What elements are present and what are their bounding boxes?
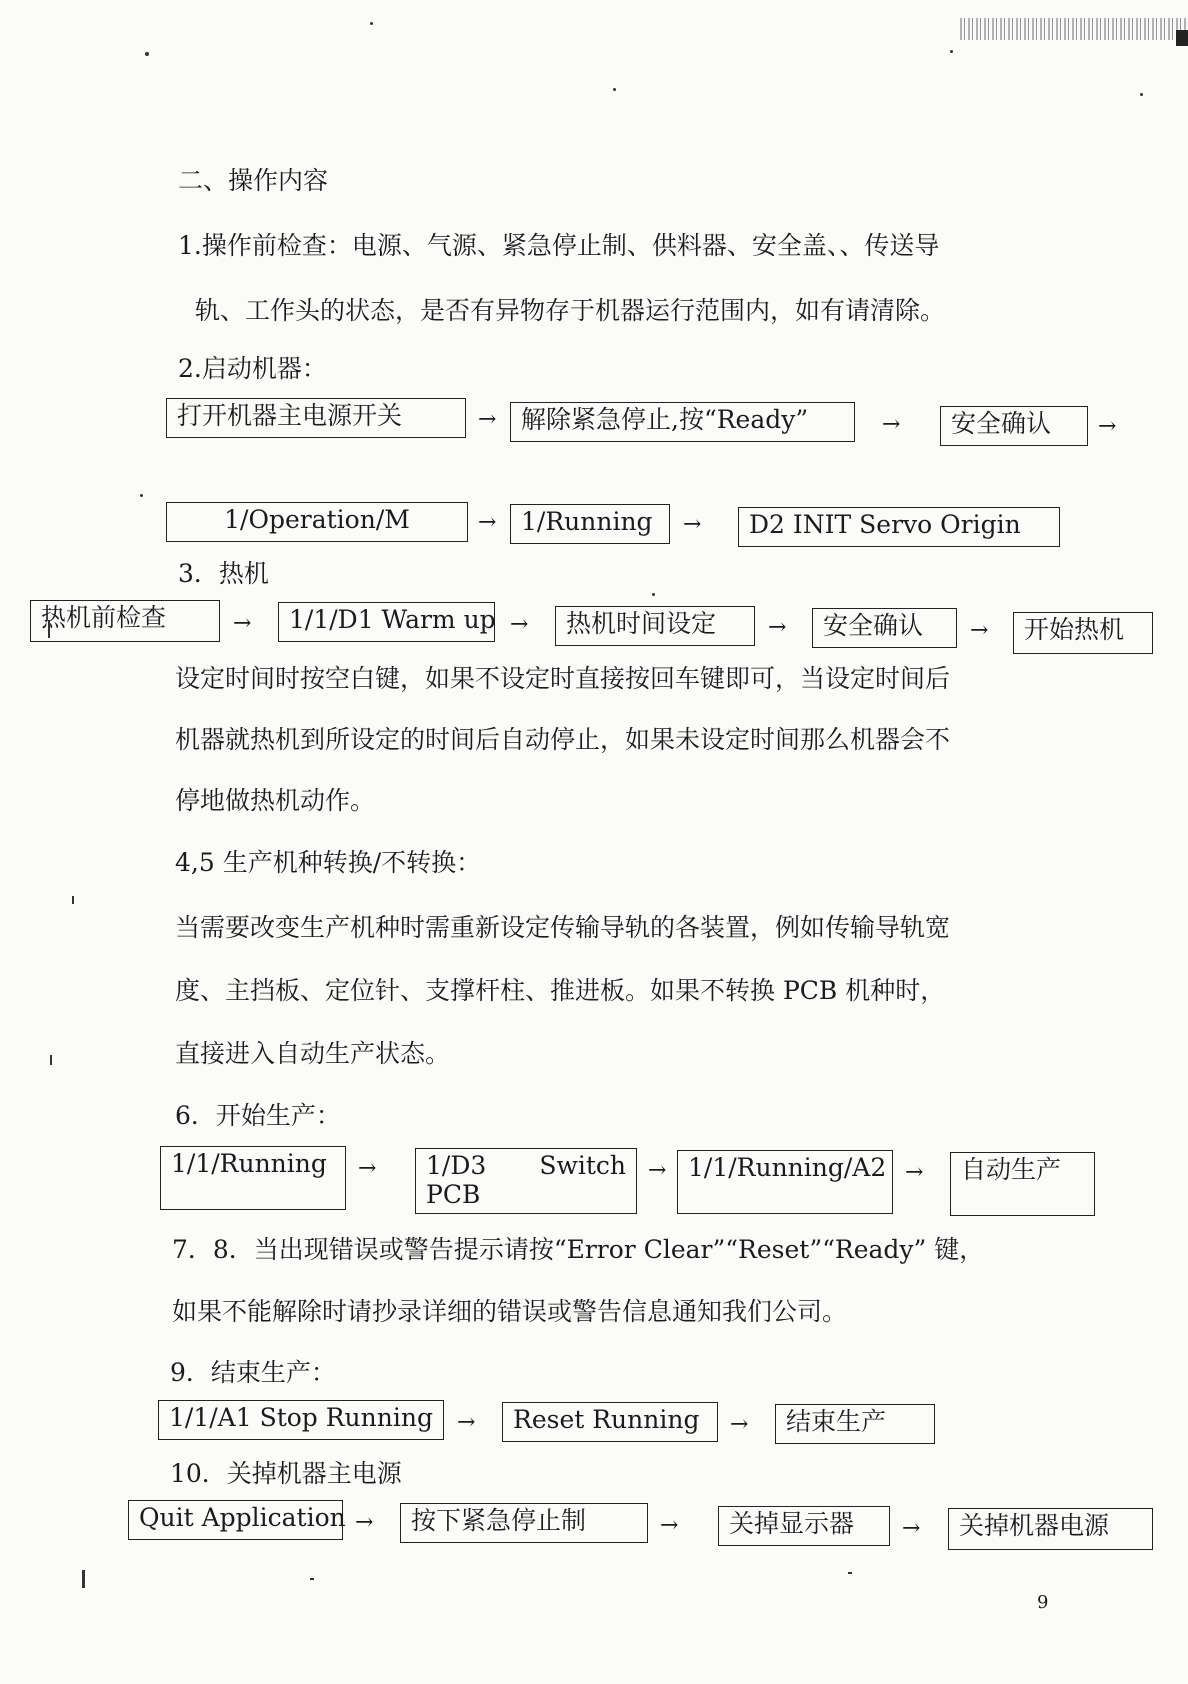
step78-line2: 如果不能解除时请抄录详细的错误或警告信息通知我们公司。 bbox=[172, 1297, 848, 1326]
flow-arrow: → bbox=[660, 1513, 679, 1538]
step1-line2: 轨、工作头的状态，是否有异物存于机器运行范围内，如有请清除。 bbox=[195, 296, 946, 325]
step3-text-line: 设定时间时按空白键，如果不设定时直接按回车键即可，当设定时间后 bbox=[175, 664, 951, 693]
flow-box: 自动生产 bbox=[950, 1152, 1095, 1216]
scan-speck bbox=[72, 896, 74, 904]
scan-speck bbox=[848, 1572, 852, 1574]
flow-box: 1/Running bbox=[510, 504, 670, 544]
box-text: 1/D3 bbox=[426, 1151, 487, 1180]
scan-speck bbox=[50, 1055, 52, 1065]
flow-arrow: → bbox=[683, 512, 702, 537]
flow-box: 关掉机器电源 bbox=[948, 1508, 1153, 1550]
flow-box bbox=[415, 1148, 637, 1214]
scan-speck bbox=[140, 494, 143, 497]
section-title: 二、操作内容 bbox=[178, 166, 329, 195]
step2-heading: 2.启动机器： bbox=[178, 354, 327, 383]
step6-heading: 6．开始生产： bbox=[175, 1101, 341, 1130]
flow-box: 热机时间设定 bbox=[555, 606, 755, 646]
scan-speck bbox=[652, 593, 655, 596]
flow-box: 安全确认 bbox=[940, 406, 1088, 446]
flow-box: 1/Operation/M bbox=[166, 502, 468, 542]
scan-speck bbox=[310, 1578, 314, 1580]
page-number: 9 bbox=[1037, 1592, 1049, 1613]
flow-box: 热机前检查 bbox=[30, 600, 220, 642]
box-text: Switch bbox=[539, 1151, 626, 1180]
scan-artifact bbox=[960, 18, 1188, 40]
flow-arrow: → bbox=[233, 611, 252, 636]
step45-text-line: 当需要改变生产机种时需重新设定传输导轨的各装置，例如传输导轨宽 bbox=[175, 913, 951, 942]
box-text: PCB bbox=[426, 1179, 481, 1209]
flow-arrow: → bbox=[768, 615, 787, 640]
step3-text-line: 停地做热机动作。 bbox=[175, 786, 376, 815]
step45-text-line: 直接进入自动生产状态。 bbox=[175, 1039, 451, 1068]
flow-arrow: → bbox=[882, 412, 901, 437]
scan-artifact bbox=[1176, 30, 1188, 46]
cropped-box-clip bbox=[0, 600, 220, 642]
flow-box: 安全确认 bbox=[812, 608, 957, 648]
flow-box: 打开机器主电源开关 bbox=[166, 398, 466, 438]
scan-speck bbox=[950, 50, 953, 53]
step3-text-line: 机器就热机到所设定的时间后自动停止，如果未设定时间那么机器会不 bbox=[175, 725, 951, 754]
scan-speck bbox=[145, 52, 149, 56]
step45-heading: 4,5 生产机种转换/不转换： bbox=[175, 848, 482, 877]
step3-heading: 3．热机 bbox=[178, 559, 269, 588]
flow-box: 关掉显示器 bbox=[718, 1506, 890, 1546]
step9-heading: 9．结束生产： bbox=[170, 1358, 336, 1387]
flow-box: 1/1/Running bbox=[160, 1146, 346, 1210]
flow-arrow: → bbox=[970, 618, 989, 643]
flow-arrow: → bbox=[457, 1410, 476, 1435]
flow-arrow: → bbox=[358, 1156, 377, 1181]
flow-arrow: → bbox=[902, 1516, 921, 1541]
step1-line1: 1.操作前检查：电源、气源、紧急停止制、供料器、安全盖、、传送导 bbox=[178, 231, 940, 260]
scan-speck bbox=[370, 22, 373, 25]
flow-box: Reset Running bbox=[502, 1402, 718, 1442]
step78-line1: 7．8．当出现错误或警告提示请按“Error Clear”“Reset”“Ready” 键， bbox=[172, 1235, 985, 1264]
scan-speck bbox=[1140, 93, 1143, 96]
flow-arrow: → bbox=[510, 612, 529, 637]
flow-box: Quit Application bbox=[128, 1500, 343, 1540]
flow-box: 按下紧急停止制 bbox=[400, 1503, 648, 1543]
flow-box: 开始热机 bbox=[1013, 612, 1153, 654]
flow-box: 解除紧急停止,按“Ready” bbox=[510, 402, 855, 442]
step10-heading: 10．关掉机器主电源 bbox=[170, 1459, 402, 1488]
flow-box: 1/1/D1 Warm up bbox=[278, 602, 495, 642]
flow-arrow: → bbox=[648, 1158, 667, 1183]
flow-arrow: → bbox=[905, 1160, 924, 1185]
flow-box: D2 INIT Servo Origin bbox=[738, 507, 1060, 547]
flow-arrow: → bbox=[1098, 414, 1117, 439]
scan-speck bbox=[82, 1570, 85, 1588]
step45-text-line: 度、主挡板、定位针、支撑杆柱、推进板。如果不转换 PCB 机种时， bbox=[175, 976, 946, 1005]
scan-speck bbox=[613, 88, 616, 91]
flow-box: 结束生产 bbox=[775, 1404, 935, 1444]
flow-box: 1/1/A1 Stop Running bbox=[158, 1400, 444, 1440]
flow-arrow: → bbox=[355, 1510, 374, 1535]
flow-arrow: → bbox=[478, 407, 497, 432]
box-line bbox=[426, 1152, 626, 1181]
flow-arrow: → bbox=[478, 510, 497, 535]
flow-arrow: → bbox=[730, 1412, 749, 1437]
flow-box: 1/1/Running/A2 bbox=[677, 1150, 893, 1214]
